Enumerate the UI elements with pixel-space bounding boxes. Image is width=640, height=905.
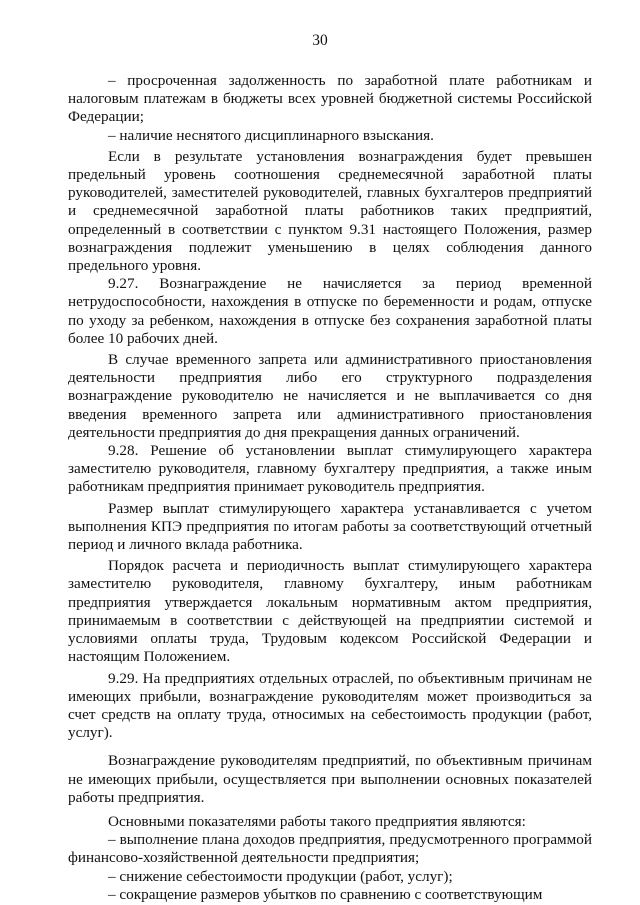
list-item-cost-reduction: – снижение себестоимости продукции (работ, услуг);: [108, 867, 453, 885]
paragraph-9-29: 9.29. На предприятиях отдельных отраслей, по объективным причинам не имеющих прибыли, вознаграждение руководителям может производиться за счет средств на оплату труда, относимых на себестоимость продукции (работ, услуг).: [68, 669, 592, 742]
paragraph-limit-level: Если в результате установления вознаграждения будет превышен предельный уровень соотношения среднемесячной заработной платы руководителей, заместителей руководителей, главных бухгалтеров предприятий и среднемесячной заработной платы работников таких предприятий, определенный в соответствии с пунктом 9.31 настоящего Положения, размер вознаграждения подлежит уменьшению в целях соблюдения данного предельного уровня.: [68, 147, 592, 275]
paragraph-disciplinary: – наличие неснятого дисциплинарного взыскания.: [108, 126, 434, 144]
list-item-income-plan: – выполнение плана доходов предприятия, предусмотренного программой финансово-хозяйственной деятельности предприятия;: [68, 831, 592, 867]
paragraph-calculation-order: Порядок расчета и периодичность выплат стимулирующего характера заместителю руководителя, главному бухгалтеру, иным работникам предприятия утверждается локальным нормативным актом предприятия, принимаемым в соответствии с действующей на предприятии системой и условиями оплаты труда, Трудовым кодексом Российской Федерации и настоящим Положением.: [68, 557, 592, 666]
paragraph-main-indicators: Основными показателями работы такого предприятия являются:: [108, 812, 526, 830]
paragraph-9-28: 9.28. Решение об установлении выплат стимулирующего характера заместителю руководителя, главному бухгалтеру предприятия, а также иным работникам предприятия принимает руководитель предприятия.: [68, 442, 592, 496]
paragraph-overdue-debt: – просроченная задолженность по заработной плате работникам и налоговым платежам в бюджеты всех уровней бюджетной системы Российской Федерации;: [68, 72, 592, 126]
page-number: 30: [312, 32, 328, 49]
paragraph-payment-size: Размер выплат стимулирующего характера устанавливается с учетом выполнения КПЭ предприятия по итогам работы за соответствующий отчетный период и личного вклада работника.: [68, 499, 592, 554]
paragraph-temporary-ban: В случае временного запрета или административного приостановления деятельности предприятия либо его структурного подразделения вознаграждение руководителю не начисляется и не выплачивается со дня введения временного запрета или административного приостановления деятельности предприятия до дня прекращения данных ограничений.: [68, 351, 592, 441]
list-item-loss-reduction: – сокращение размеров убытков по сравнению с соответствующим: [108, 885, 543, 903]
paragraph-9-27: 9.27. Вознаграждение не начисляется за период временной нетрудоспособности, нахождения в отпуске по беременности и родам, отпуске по уходу за ребенком, нахождения в отпуске без сохранения заработной платы более 10 рабочих дней.: [68, 275, 592, 347]
paragraph-no-profit-reward: Вознаграждение руководителям предприятий, по объективным причинам не имеющих прибыли, осуществляется при выполнении основных показателей работы предприятия.: [68, 752, 592, 806]
document-body: [68, 72, 592, 904]
